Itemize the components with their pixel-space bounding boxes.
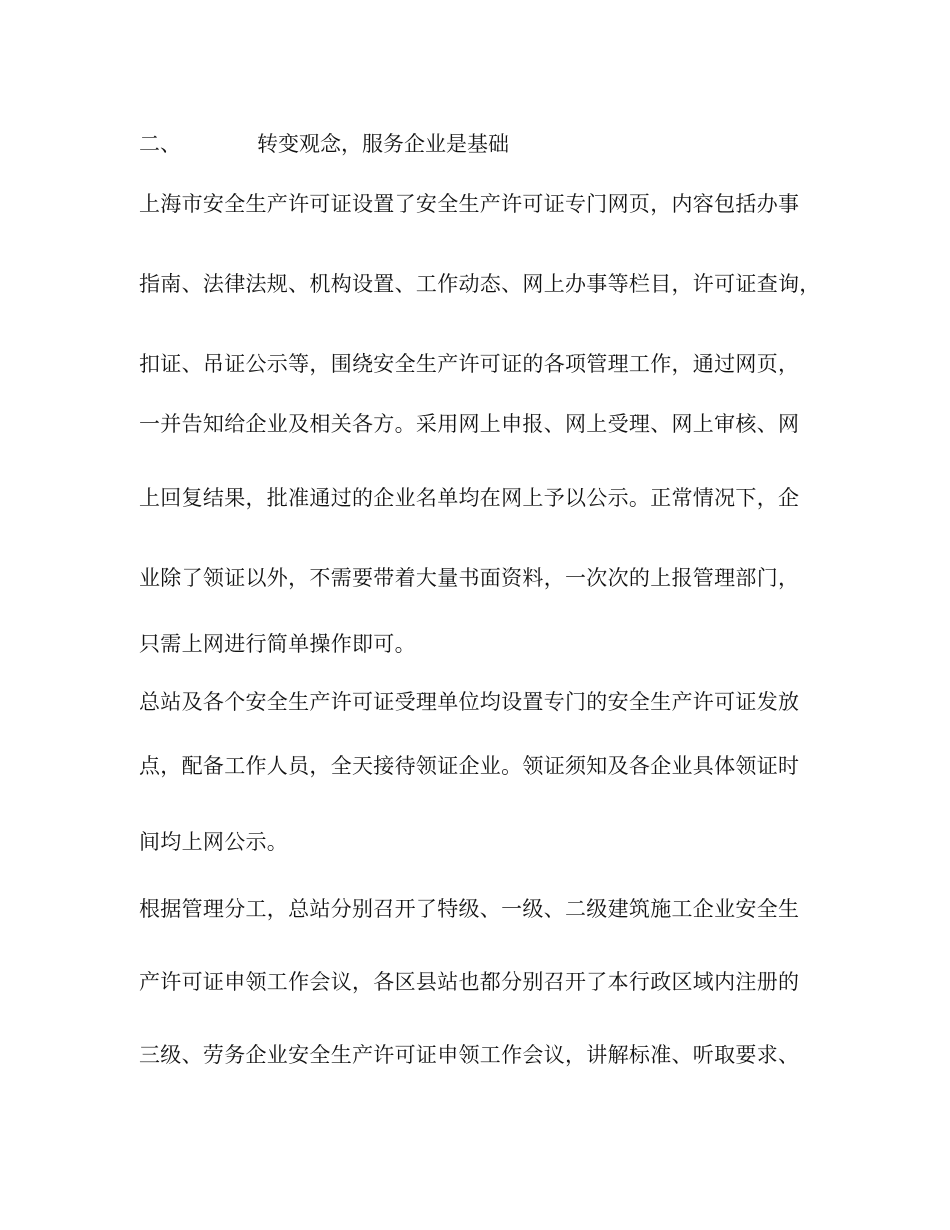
paragraph-1-line-2: 指南、法律法规、机构设置、工作动态、网上办事等栏目，许可证查询， bbox=[139, 272, 821, 296]
paragraph-1-line-1: 上海市安全生产许可证设置了安全生产许可证专门网页，内容包括办事 bbox=[139, 192, 800, 216]
paragraph-1-line-7: 只需上网进行简单操作即可。 bbox=[139, 632, 416, 656]
paragraph-3-line-2: 产许可证申领工作会议，各区县站也都分别召开了本行政区域内注册的 bbox=[139, 970, 800, 994]
paragraph-1-line-5: 上回复结果，批准通过的企业名单均在网上予以公示。正常情况下，企 bbox=[139, 486, 800, 510]
paragraph-3-line-3: 三级、劳务企业安全生产许可证申领工作会议，讲解标准、听取要求、 bbox=[139, 1043, 800, 1067]
paragraph-2-line-3: 间均上网公示。 bbox=[139, 830, 289, 854]
paragraph-1-line-6: 业除了领证以外，不需要带着大量书面资料，一次次的上报管理部门， bbox=[139, 566, 800, 590]
paragraph-1-line-4: 一并告知给企业及相关各方。采用网上申报、网上受理、网上审核、网 bbox=[139, 412, 800, 436]
paragraph-1-line-3: 扣证、吊证公示等，围绕安全生产许可证的各项管理工作，通过网页， bbox=[139, 352, 800, 376]
paragraph-3-line-1: 根据管理分工，总站分别召开了特级、一级、二级建筑施工企业安全生 bbox=[139, 897, 800, 921]
paragraph-2-line-1: 总站及各个安全生产许可证受理单位均设置专门的安全生产许可证发放 bbox=[139, 690, 800, 714]
section-title: 转变观念，服务企业是基础 bbox=[257, 132, 509, 156]
section-number: 二、 bbox=[139, 132, 181, 156]
section-heading bbox=[139, 130, 509, 158]
paragraph-2-line-2: 点，配备工作人员，全天接待领证企业。领证须知及各企业具体领证时 bbox=[139, 754, 800, 778]
